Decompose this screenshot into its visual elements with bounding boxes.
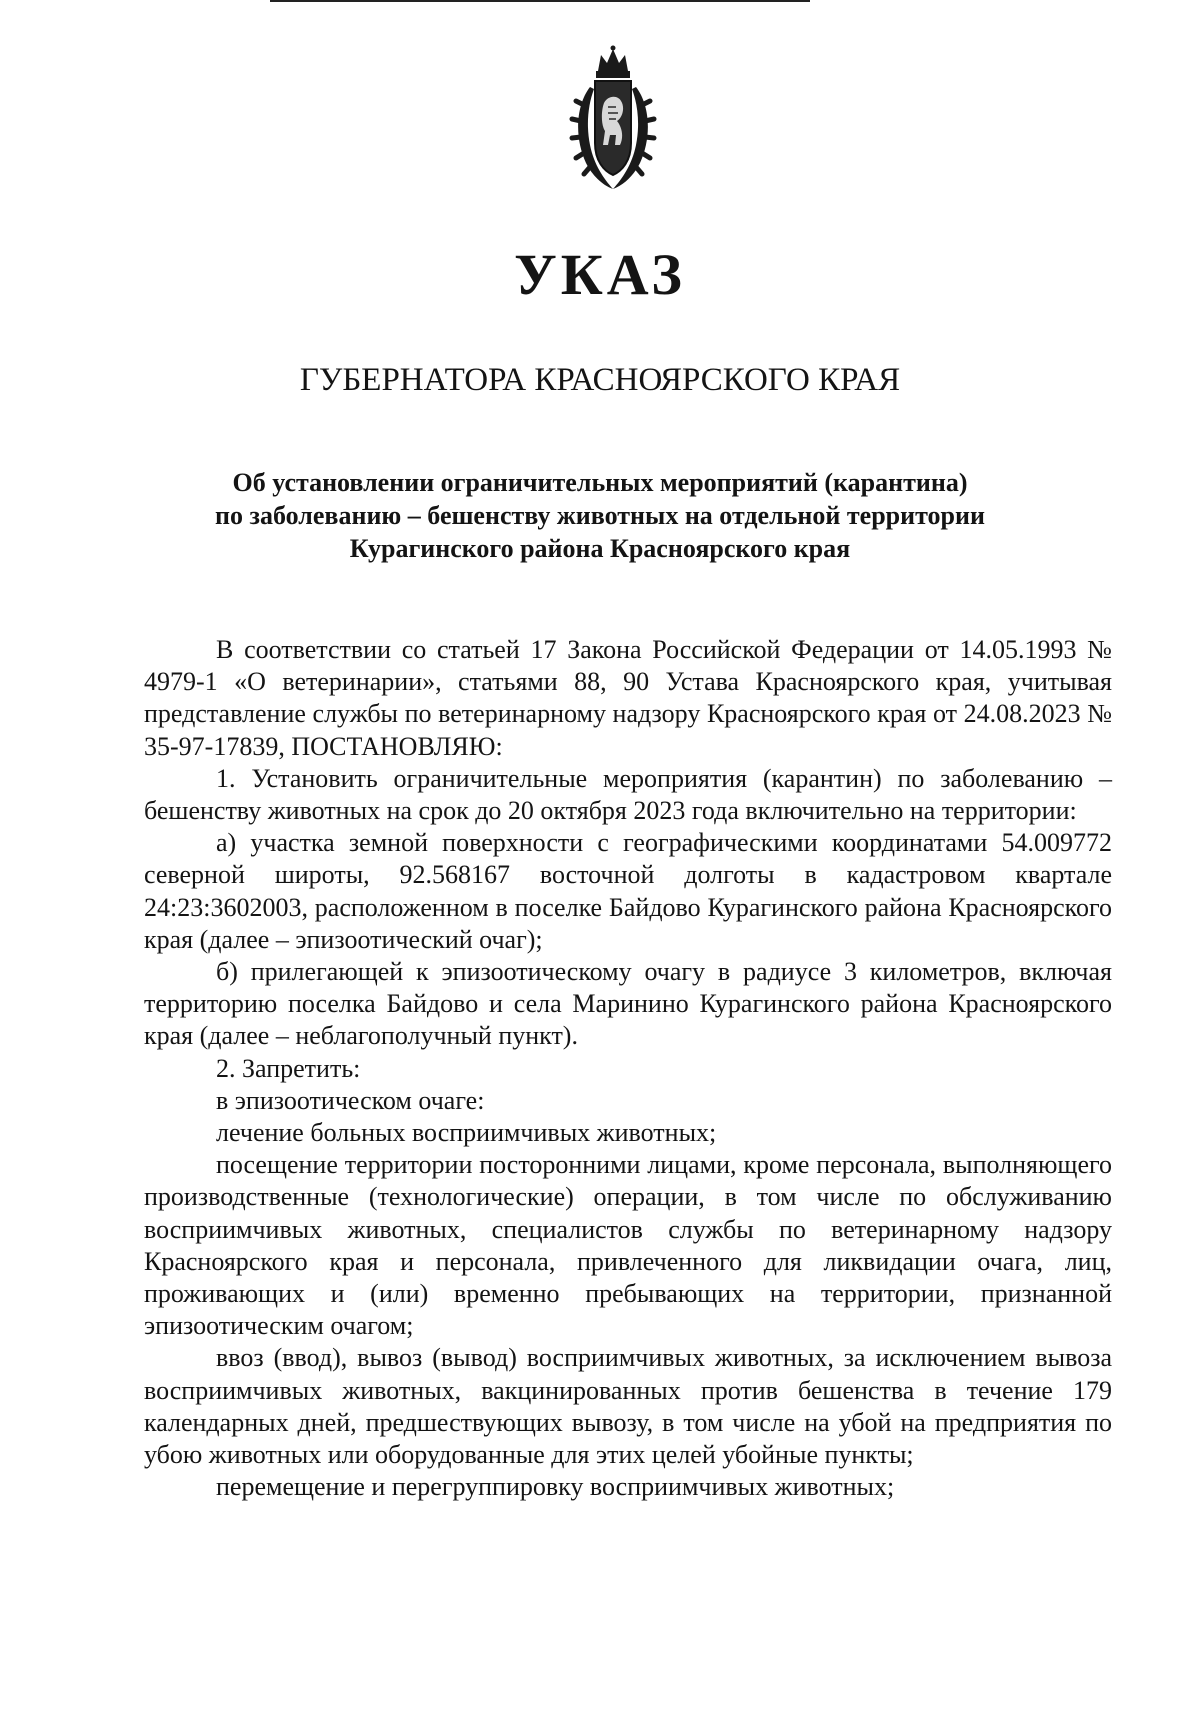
document-subject [0, 466, 1200, 565]
preamble-paragraph: В соответствии со статьей 17 Закона Российской Федерации от 14.05.1993 № 4979-1 «О ветеринарии», статьями 88, 90 Устава Красноярского края, учитывая представление службы по ветеринарному надзору Красноярского края от 24.08.2023 № 35-97-17839, ПОСТАНОВЛЯЮ: [144, 635, 1112, 761]
scan-edge-line [270, 0, 810, 2]
subject-line-2: по заболеванию – бешенству животных на отдельной территории [215, 501, 985, 530]
clause-2-paragraph: 2. Запретить: [216, 1053, 361, 1083]
prohibition-regrouping-paragraph: перемещение и перегруппировку восприимчивых животных; [216, 1472, 895, 1502]
coat-of-arms-icon [568, 45, 658, 193]
prohibition-transport-paragraph: ввоз (ввод), вывоз (вывод) восприимчивых животных, за исключением вывоза восприимчивых животных, вакцинированных против бешенства в течение 179 календарных дней, предшествующих вывозу, в том числе на убой на предприятия по убою животных или оборудованные для этих целей убойные пункты; [144, 1343, 1112, 1470]
document-issuer: ГУБЕРНАТОРА КРАСНОЯРСКОГО КРАЯ [299, 362, 901, 398]
subject-line-3: Курагинского района Красноярского края [349, 534, 851, 563]
clause-2-focus-paragraph: в эпизоотическом очаге: [216, 1085, 485, 1115]
document-body [144, 634, 1112, 1503]
subject-line-1: Об установлении ограничительных мероприятий (карантина) [232, 468, 968, 497]
clause-1b-paragraph: б) прилегающей к эпизоотическому очагу в радиусе 3 километров, включая территорию поселка Байдово и села Маринино Курагинского района Красноярского края (далее – неблагополучный пункт). [144, 957, 1112, 1051]
document-title: УКАЗ [514, 242, 686, 307]
prohibition-visits-paragraph: посещение территории посторонними лицами, кроме персонала, выполняющего производственные (технологические) операции, в том числе по обслуживанию восприимчивых животных, специалистов службы по ветеринарному надзору Красноярского края и персонала, привлеченного для ликвидации очага, лиц, проживающих и (или) временно пребывающих на территории, признанной эпизоотическим очагом; [144, 1150, 1112, 1341]
prohibition-treatment-paragraph: лечение больных восприимчивых животных; [216, 1118, 717, 1148]
clause-1a-paragraph: а) участка земной поверхности с географическими координатами 54.009772 северной широты, 92.568167 восточной долготы в кадастровом квартале 24:23:3602003, расположенном в поселке Байдово Курагинского района Красноярского края (далее – эпизоотический очаг); [144, 828, 1112, 954]
clause-1-paragraph: 1. Установить ограничительные мероприятия (карантин) по заболеванию – бешенству животных на срок до 20 октября 2023 года включительно на территории: [144, 763, 1112, 826]
